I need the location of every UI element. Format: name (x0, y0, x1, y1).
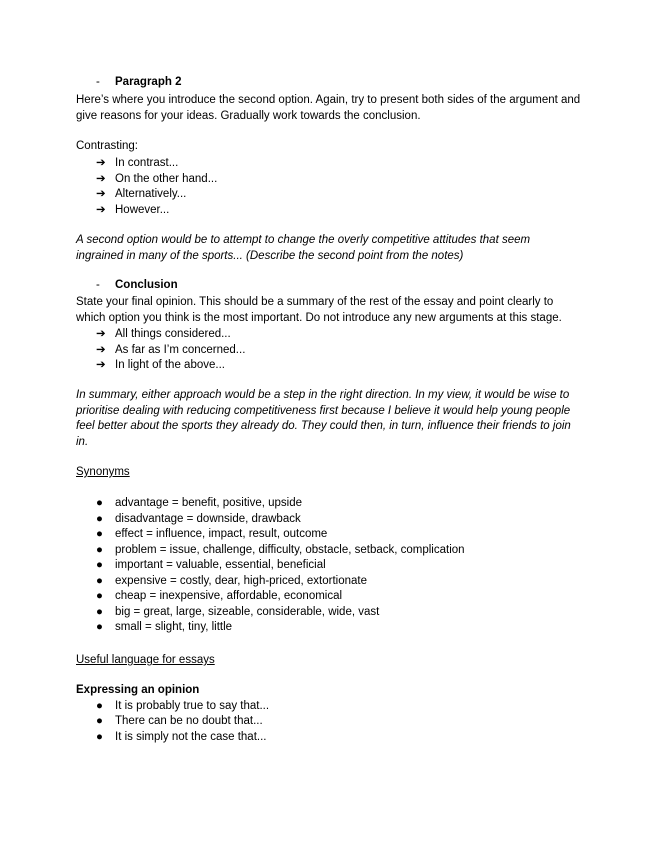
synonym-item (96, 513, 301, 525)
bullet-icon: ● (96, 575, 103, 587)
conclusion-item-text: As far as I’m concerned... (115, 344, 246, 356)
arrow-icon: ➔ (96, 173, 106, 185)
contrasting-item (96, 202, 169, 216)
contrasting-item-text: However... (115, 204, 170, 216)
synonym-item (96, 590, 342, 602)
synonym-item-text: small = slight, tiny, little (115, 621, 233, 633)
paragraph2-dash: - (96, 76, 100, 88)
bullet-icon: ● (96, 731, 103, 743)
opinion-item-text: There can be no doubt that... (115, 715, 263, 727)
contrasting-item (96, 186, 186, 200)
paragraph2-example: A second option would be to attempt to change the overly competitive attitudes that seem ingrained in many of the sports... (Describe the second point from the notes) (76, 234, 531, 262)
bullet-icon: ● (96, 700, 103, 712)
synonym-item (96, 606, 379, 618)
conclusion-heading: Conclusion (115, 279, 178, 291)
paragraph2-text: Here’s where you introduce the second option. Again, try to present both sides of the argument and give reasons for your ideas. Gradually work towards the conclusion. (76, 94, 581, 122)
conclusion-dash: - (96, 279, 100, 291)
conclusion-item (96, 357, 225, 371)
contrasting-item (96, 171, 217, 185)
useful-language-title: Useful language for essays (76, 654, 215, 666)
bullet-icon: ● (96, 606, 103, 618)
synonyms-title: Synonyms (76, 466, 130, 478)
synonym-item-text: cheap = inexpensive, affordable, economical (115, 590, 343, 602)
synonym-item-text: important = valuable, essential, beneficial (115, 559, 326, 571)
arrow-icon: ➔ (96, 157, 106, 169)
synonym-item (96, 497, 302, 509)
synonym-item (96, 559, 326, 571)
synonym-item-text: expensive = costly, dear, high-priced, extortionate (115, 575, 367, 587)
contrasting-item-text: Alternatively... (115, 188, 187, 200)
bullet-icon: ● (96, 590, 103, 602)
bullet-icon: ● (96, 528, 103, 540)
synonym-item-text: disadvantage = downside, drawback (115, 513, 301, 525)
synonym-item (96, 575, 367, 587)
conclusion-example: In summary, either approach would be a step in the right direction. In my view, it would be wise to prioritise dealing with reducing competitiveness first because I believe it would help young people feel better about the sports they already do. They could then, in turn, influence their friends to join in. (76, 389, 571, 448)
bullet-icon: ● (96, 513, 103, 525)
expressing-opinion-heading: Expressing an opinion (76, 684, 200, 696)
bullet-icon: ● (96, 715, 103, 727)
synonym-item-text: effect = influence, impact, result, outcome (115, 528, 328, 540)
arrow-icon: ➔ (96, 188, 106, 200)
synonym-item (96, 621, 232, 633)
bullet-icon: ● (96, 497, 103, 509)
contrasting-item-text: On the other hand... (115, 173, 218, 185)
paragraph2-heading: Paragraph 2 (115, 76, 182, 88)
synonym-item-text: big = great, large, sizeable, considerable, wide, vast (115, 606, 380, 618)
contrasting-item-text: In contrast... (115, 157, 179, 169)
bullet-icon: ● (96, 621, 103, 633)
conclusion-item-text: All things considered... (115, 328, 231, 340)
opinion-item (96, 715, 263, 727)
synonym-item-text: problem = issue, challenge, difficulty, obstacle, setback, complication (115, 544, 465, 556)
synonym-item (96, 544, 465, 556)
contrasting-item (96, 155, 178, 169)
bullet-icon: ● (96, 544, 103, 556)
arrow-icon: ➔ (96, 204, 106, 216)
synonym-item-text: advantage = benefit, positive, upside (115, 497, 303, 509)
conclusion-item (96, 342, 245, 356)
contrasting-label: Contrasting: (76, 140, 139, 152)
bullet-icon: ● (96, 559, 103, 571)
opinion-item (96, 731, 266, 743)
opinion-item-text: It is simply not the case that... (115, 731, 267, 743)
conclusion-item-text: In light of the above... (115, 359, 225, 371)
arrow-icon: ➔ (96, 328, 106, 340)
conclusion-item (96, 326, 231, 340)
opinion-item-text: It is probably true to say that... (115, 700, 270, 712)
opinion-item (96, 700, 269, 712)
conclusion-text: State your final opinion. This should be a summary of the rest of the essay and point clearly to which option you think is the most important. Do not introduce any new arguments at this stage. (76, 296, 562, 324)
arrow-icon: ➔ (96, 359, 106, 371)
synonym-item (96, 528, 327, 540)
arrow-icon: ➔ (96, 344, 106, 356)
